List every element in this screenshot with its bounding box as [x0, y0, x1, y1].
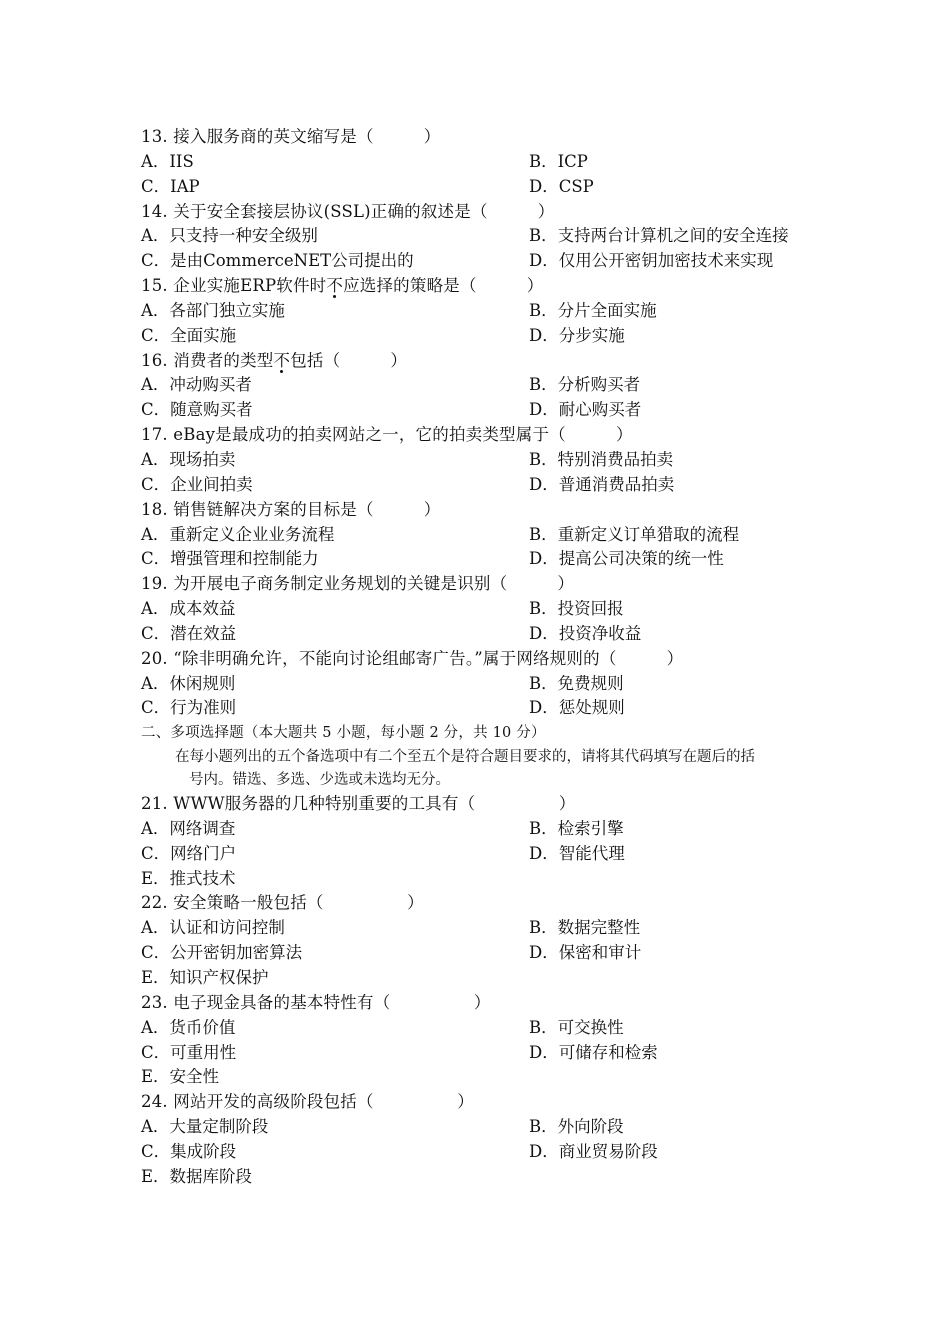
- question-text: WWW服务器的几种特别重要的工具有（ ）: [173, 794, 576, 814]
- option: C．集成阶段: [141, 1141, 237, 1161]
- option: A．休闲规则: [141, 673, 236, 693]
- question-text: 网站开发的高级阶段包括（ ）: [173, 1092, 474, 1112]
- option-row: [141, 224, 853, 249]
- option: C．潜在效益: [141, 623, 237, 643]
- option-row: [141, 175, 853, 200]
- question-text-end: ）: [565, 425, 633, 445]
- question: [141, 647, 853, 722]
- option-row: [141, 473, 853, 498]
- option: A．货币价值: [141, 1017, 236, 1037]
- question-stem: [141, 991, 853, 1016]
- option: E．安全性: [141, 1067, 220, 1087]
- question-text: 消费者的类型: [173, 350, 274, 370]
- option: B．支持两台计算机之间的安全连接: [529, 226, 789, 246]
- question: [141, 572, 853, 647]
- question-number: 13.: [141, 127, 168, 146]
- question-text-end: ）: [616, 648, 684, 668]
- option-row: [141, 1165, 853, 1190]
- question-number: 16.: [141, 350, 168, 370]
- option: A．只支持一种安全级别: [141, 226, 318, 246]
- option-row: [141, 299, 853, 324]
- question-stem: [141, 125, 853, 150]
- question-stem: [141, 647, 853, 672]
- option: D．商业贸易阶段: [529, 1141, 658, 1161]
- question-text-end: ）: [373, 499, 441, 519]
- question-stem: [141, 200, 853, 225]
- option: D．提高公司决策的统一性: [529, 549, 724, 569]
- option: D．耐心购买者: [529, 400, 642, 420]
- option: C．IAP: [141, 176, 200, 196]
- question-number: 18.: [141, 499, 168, 519]
- option: D．保密和审计: [529, 943, 642, 963]
- option-row: [141, 597, 853, 622]
- question: [141, 991, 853, 1090]
- question-text-end: 应选择的策略是（ ）: [343, 276, 544, 296]
- question-text: 销售链解决方案的目标是（: [173, 499, 374, 519]
- question-number: 17.: [141, 425, 168, 445]
- question: [141, 274, 853, 349]
- question: [141, 792, 853, 891]
- option: B．外向阶段: [529, 1117, 624, 1137]
- question-text: 接入服务商的英文缩写是（: [173, 127, 374, 146]
- question-stem: [141, 792, 853, 817]
- option: E．数据库阶段: [141, 1166, 253, 1186]
- option-row: [141, 249, 853, 274]
- question-stem: [141, 891, 853, 916]
- option: [529, 1165, 917, 1190]
- option-row: [141, 696, 853, 721]
- question-text: 安全策略一般包括（ ）: [173, 893, 424, 913]
- question-text: eBay是最成功的拍卖网站之一，它的拍卖类型属于（: [173, 425, 566, 445]
- option-row: [141, 966, 853, 991]
- question-stem: [141, 1090, 853, 1115]
- option-row: [141, 1115, 853, 1140]
- option: B．ICP: [529, 151, 588, 171]
- option: D．CSP: [529, 176, 594, 196]
- option-row: [141, 817, 853, 842]
- section-title: 二、多项选择题（本大题共 5 小题，每小题 2 分，共 10 分）: [141, 725, 546, 742]
- option: A．重新定义企业业务流程: [141, 524, 335, 544]
- option-row: [141, 1016, 853, 1041]
- option-row: [141, 547, 853, 572]
- option: [529, 1065, 917, 1090]
- option-row: [141, 867, 853, 892]
- question-text: 电子现金具备的基本特性有（ ）: [173, 992, 491, 1012]
- instruction-line: 号内。错选、多选、少选或未选均无分。: [189, 772, 450, 789]
- option-row: [141, 1041, 853, 1066]
- question-text: 关于安全套接层协议(SSL)正确的叙述是（: [173, 201, 488, 221]
- option: A．大量定制阶段: [141, 1117, 269, 1137]
- question-number: 22.: [141, 893, 168, 913]
- question: [141, 1090, 853, 1189]
- multiple-choice-questions: [141, 792, 853, 1190]
- option: D．投资净收益: [529, 623, 642, 643]
- option: C．行为准则: [141, 698, 237, 718]
- option: A．冲动购买者: [141, 375, 252, 395]
- option: B．可交换性: [529, 1017, 624, 1037]
- question-stem: [141, 498, 853, 523]
- option: [529, 867, 917, 892]
- question-stem: [141, 349, 853, 374]
- option: [529, 966, 917, 991]
- option-row: [141, 398, 853, 423]
- option-row: [141, 672, 853, 697]
- option: A．网络调查: [141, 818, 236, 838]
- option: C．全面实施: [141, 325, 237, 345]
- option: B．投资回报: [529, 599, 624, 619]
- option: B．特别消费品拍卖: [529, 449, 674, 469]
- question-text-end: ）: [487, 201, 555, 221]
- section-instructions: [141, 746, 853, 792]
- option: C．公开密钥加密算法: [141, 943, 303, 963]
- option-row: [141, 324, 853, 349]
- option: D．普通消费品拍卖: [529, 474, 675, 494]
- question: [141, 200, 853, 275]
- exam-page: [141, 125, 853, 1190]
- question-stem: [141, 572, 853, 597]
- question-number: 23.: [141, 992, 168, 1012]
- question-number: 21.: [141, 794, 168, 814]
- option: E．知识产权保护: [141, 968, 269, 987]
- option-row: [141, 1140, 853, 1165]
- option: D．惩处规则: [529, 698, 625, 718]
- option-row: [141, 622, 853, 647]
- question-stem: [141, 423, 853, 448]
- option: C．可重用性: [141, 1042, 237, 1062]
- question-text-end: ）: [373, 127, 441, 146]
- option: C．随意购买者: [141, 400, 253, 420]
- emphasis-mark: 不: [273, 350, 291, 370]
- question-stem: [141, 274, 853, 299]
- question: [141, 891, 853, 990]
- option-row: [141, 150, 853, 175]
- question: [141, 125, 853, 200]
- option: C．是由CommerceNET公司提出的: [141, 251, 414, 271]
- option: D．仅用公开密钥加密技术来实现: [529, 251, 774, 271]
- question: [141, 423, 853, 498]
- question-number: 19.: [141, 574, 168, 594]
- question-text: 企业实施ERP软件时: [173, 276, 327, 296]
- question-text-end: 包括（ ）: [290, 350, 408, 370]
- option: D．分步实施: [529, 325, 625, 345]
- single-choice-questions: [141, 125, 853, 721]
- question-number: 14.: [141, 201, 168, 221]
- option: B．分片全面实施: [529, 300, 657, 320]
- question-text: 为开展电子商务制定业务规划的关键是识别（: [173, 574, 508, 594]
- question-number: 24.: [141, 1092, 168, 1112]
- option: C．增强管理和控制能力: [141, 549, 319, 569]
- option-row: [141, 373, 853, 398]
- option-row: [141, 941, 853, 966]
- option-row: [141, 1065, 853, 1090]
- question: [141, 349, 853, 424]
- option: B．重新定义订单猎取的流程: [529, 524, 740, 544]
- option: D．智能代理: [529, 843, 625, 863]
- option-row: [141, 916, 853, 941]
- option: A．认证和访问控制: [141, 918, 285, 938]
- option: B．检索引擎: [529, 818, 624, 838]
- option: B．数据完整性: [529, 918, 641, 938]
- option: A．IIS: [141, 151, 194, 171]
- option: B．分析购买者: [529, 375, 641, 395]
- option: C．网络门户: [141, 843, 237, 863]
- question-number: 20.: [141, 648, 168, 668]
- option: C．企业间拍卖: [141, 474, 253, 494]
- option: B．免费规则: [529, 673, 624, 693]
- option: A．成本效益: [141, 599, 236, 619]
- question-number: 15.: [141, 276, 168, 296]
- option-row: [141, 842, 853, 867]
- option: D．可储存和检索: [529, 1042, 658, 1062]
- option: A．现场拍卖: [141, 449, 236, 469]
- instruction-line: 在每小题列出的五个备选项中有二个至五个是符合题目要求的，请将其代码填写在题后的括: [175, 749, 755, 766]
- question: [141, 498, 853, 573]
- option-row: [141, 448, 853, 473]
- option: E．推式技术: [141, 868, 236, 888]
- question-text-end: ）: [507, 574, 575, 594]
- question-text: “除非明确允许，不能向讨论组邮寄广告。”属于网络规则的（: [173, 648, 617, 668]
- option: A．各部门独立实施: [141, 300, 285, 320]
- emphasis-mark: 不: [326, 276, 344, 296]
- option-row: [141, 523, 853, 548]
